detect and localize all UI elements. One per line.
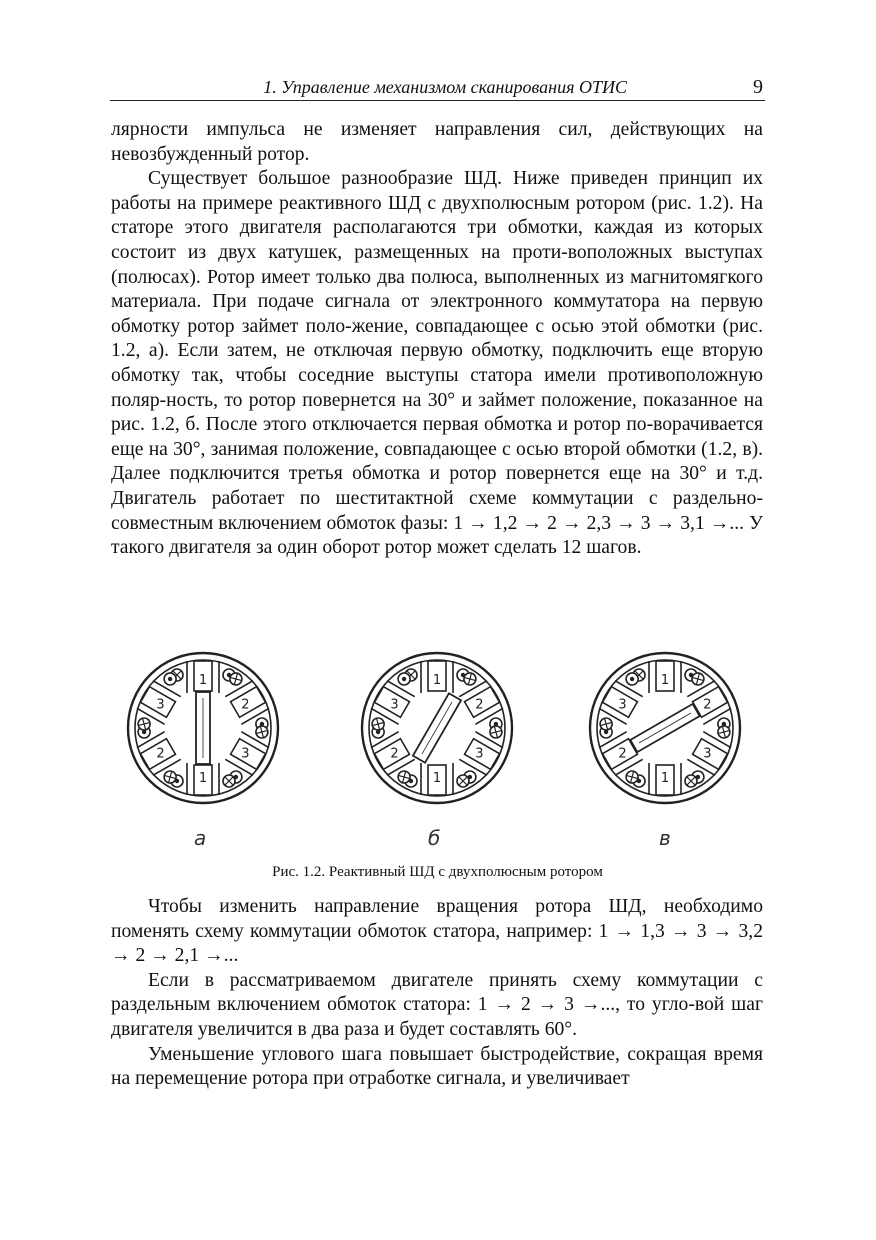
pole-number: 1 bbox=[432, 771, 442, 786]
pole-number: 1 bbox=[432, 673, 442, 688]
motor-diagram-b bbox=[352, 640, 522, 820]
dot-mark bbox=[168, 677, 172, 681]
text-block-top bbox=[111, 118, 763, 561]
pole-number: 3 bbox=[618, 697, 627, 713]
paragraph: лярности импульса не изменяет направления сил, действующих на невозбужденный ротор. bbox=[111, 119, 763, 165]
figure-label-b: б bbox=[428, 826, 441, 850]
rotor-axis bbox=[639, 713, 691, 743]
motor-diagram-c bbox=[580, 640, 750, 820]
pole-number: 3 bbox=[241, 746, 250, 762]
pole-number: 3 bbox=[390, 697, 399, 713]
dot-mark bbox=[402, 677, 406, 681]
paragraph: Если в рассматриваемом двигателе принять схему коммутации с раздельным включением обмоток статора: 1 → 2 → 3 →..., то угло-вой шаг двигателя увеличится в два раза и будет составлять 60°. bbox=[111, 969, 763, 1040]
motor-diagram-a bbox=[118, 640, 288, 820]
pole-number: 3 bbox=[156, 697, 165, 713]
pole-number: 3 bbox=[703, 746, 712, 762]
rotor bbox=[413, 693, 461, 762]
pole-number: 2 bbox=[241, 697, 250, 713]
header-title: 1. Управление механизмом сканирования ОТИС bbox=[263, 77, 627, 97]
rotor bbox=[630, 704, 699, 752]
dot-mark bbox=[630, 677, 634, 681]
pole-number: 1 bbox=[198, 673, 208, 688]
rotor-axis bbox=[422, 702, 452, 754]
pole-number: 2 bbox=[390, 746, 399, 762]
figure-label-a: а bbox=[194, 826, 207, 850]
pole-number: 1 bbox=[660, 771, 670, 786]
figure-label-c: в bbox=[659, 826, 671, 850]
pole-number: 2 bbox=[156, 746, 165, 762]
paragraph: Уменьшение углового шага повышает быстродействие, сокращая время на перемещение ротора при отработке сигнала, и увеличивает bbox=[111, 1043, 763, 1090]
text-block-bottom bbox=[111, 895, 763, 1092]
pole-number: 1 bbox=[198, 771, 208, 786]
figure-caption: Рис. 1.2. Реактивный ШД с двухполюсным ротором bbox=[272, 864, 603, 880]
pole-number: 3 bbox=[475, 746, 484, 762]
pole-number: 2 bbox=[618, 746, 627, 762]
page-number: 9 bbox=[753, 76, 763, 98]
pole-number: 1 bbox=[660, 673, 670, 688]
pole-number: 2 bbox=[475, 697, 484, 713]
figure-1-2 bbox=[110, 640, 765, 860]
rotor bbox=[196, 692, 210, 764]
pole-number: 2 bbox=[703, 697, 712, 713]
running-header bbox=[110, 76, 765, 101]
paragraph: Существует большое разнообразие ШД. Ниже приведен принцип их работы на примере реактивного ШД с двухполюсным ротором (рис. 1.2). На статоре этого двигателя располагаются три обмотки, каждая из которых состоит из двух катушек, размещенных на проти-воположных выступах (полюсах). Ротор имеет только два полюса, выполненных из магнитомягкого материала. При подаче сигнала от электронного коммутатора на первую обмотку ротор займет поло-жение, совпадающее с осью этой обмотки (рис. 1.2, а). Если затем, не отключая первую обмотку, подключить еще вторую обмотку так, чтобы соседние выступы статора имели противоположную поляр-ность, то ротор повернется на 30° и займет положение, показанное на рис. 1.2, б. После этого отключается первая обмотка и ротор по-ворачивается еще на 30°, занимая положение, совпадающее с осью второй обмотки (1.2, в). Далее подключится третья обмотка и ротор повернется еще на 30° и т.д. Двигатель работает по шеститактной схеме коммутации с раздельно-совместным включением обмоток фазы: 1 → 1,2 → 2 → 2,3 → 3 → 3,1 →... У такого двигателя за один оборот ротор может сделать 12 шагов. bbox=[111, 168, 763, 559]
paragraph: Чтобы изменить направление вращения ротора ШД, необходимо поменять схему коммутации обмоток статора, например: 1 → 1,3 → 3 → 3,2 → 2 → 2,1 →... bbox=[111, 896, 763, 967]
